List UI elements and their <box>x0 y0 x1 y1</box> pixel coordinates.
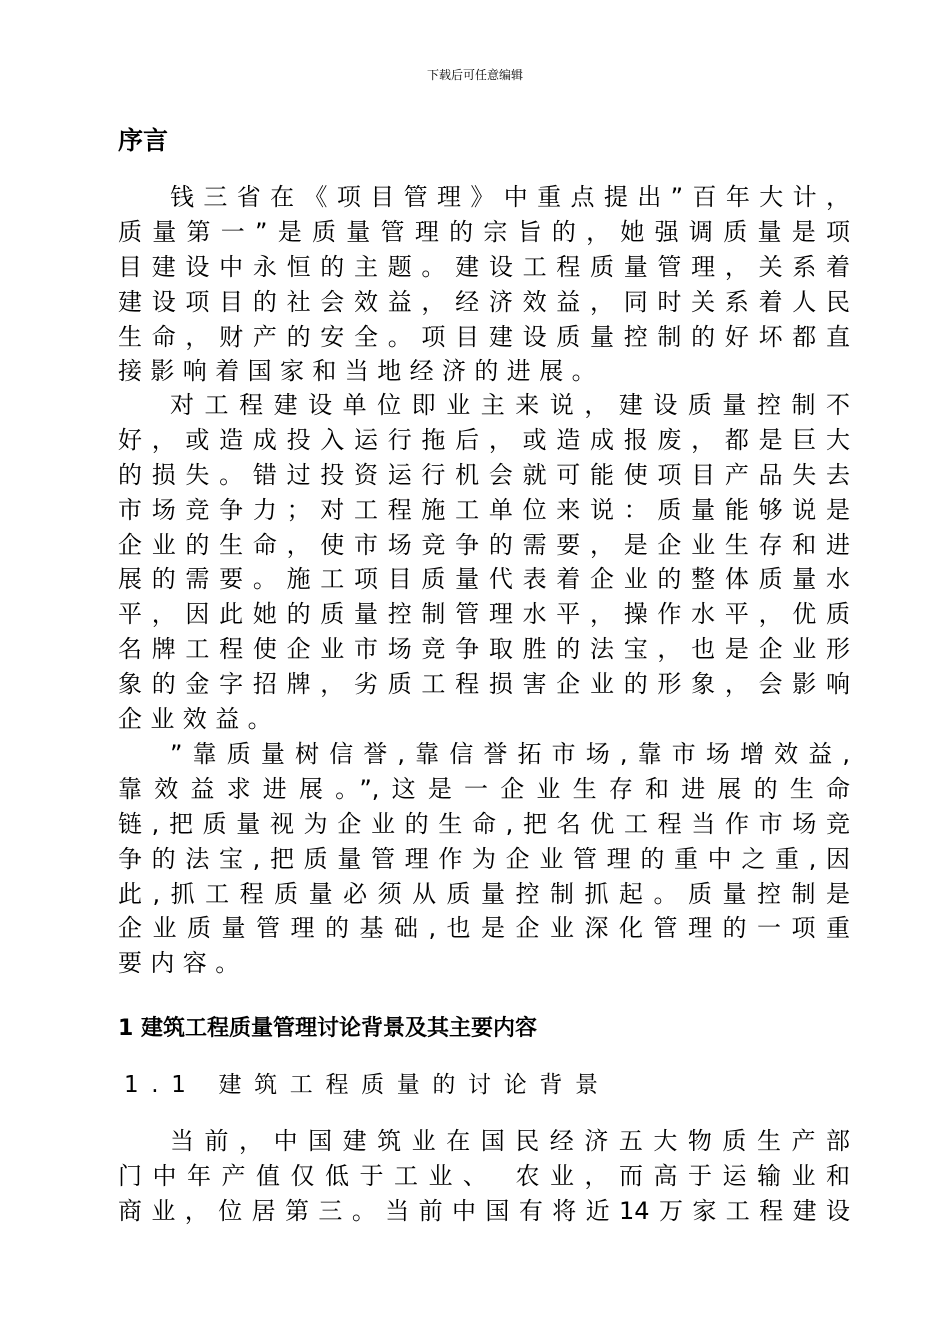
paragraph-1 <box>118 180 850 389</box>
paragraph-line: 链,把质量视为企业的生命,把名优工程当作市场竞 <box>118 809 850 838</box>
paragraph-line: 目建设中永恒的主题。建设工程质量管理，关系着 <box>118 252 850 281</box>
paragraph-line: 企业效益。 <box>118 705 280 734</box>
paragraph-4 <box>118 1124 850 1229</box>
page-title: 序言 <box>118 126 169 155</box>
paragraph-line: 的损失。错过投资运行机会就可能使项目产品失去 <box>118 460 850 489</box>
paragraph-line: 门中年产值仅低于工业、 农业，而高于运输业和 <box>118 1161 850 1190</box>
paragraph-line: 建设项目的社会效益，经济效益，同时关系着人民 <box>118 287 850 316</box>
paragraph-line: 接影响着国家和当地经济的进展。 <box>118 357 604 386</box>
paragraph-line: 名牌工程使企业市场竞争取胜的法宝，也是企业形 <box>118 635 850 664</box>
paragraph-line: 商业，位居第三。当前中国有将近14万家工程建设 <box>118 1196 850 1225</box>
subsection-heading: 1.1 建筑工程质量的讨论背景 <box>124 1072 611 1098</box>
paragraph-line: 象的金字招牌，劣质工程损害企业的形象，会影响 <box>118 670 850 699</box>
paragraph-line: 争的法宝,把质量管理作为企业管理的重中之重,因 <box>118 844 850 873</box>
page-header: 下载后可任意编辑 <box>426 68 523 82</box>
paragraph-line: 靠效益求进展。”,这是一企业生存和进展的生命 <box>118 774 850 803</box>
paragraph-line: 好，或造成投入运行拖后，或造成报废，都是巨大 <box>118 425 850 454</box>
paragraph-2 <box>118 388 850 737</box>
paragraph-line: 企业的生命，使市场竞争的需要，是企业生存和进 <box>118 530 850 559</box>
paragraph-line: 对工程建设单位即业主来说，建设质量控制不 <box>170 391 850 419</box>
paragraph-line: 钱三省在《项目管理》中重点提出”百年大计， <box>170 183 850 211</box>
paragraph-line: 生命，财产的安全。项目建设质量控制的好坏都直 <box>118 322 850 351</box>
section-heading: 1 建筑工程质量管理讨论背景及其主要内容 <box>118 1016 537 1041</box>
paragraph-line: 此,抓工程质量必须从质量控制抓起。质量控制是 <box>118 879 850 908</box>
paragraph-line: 平，因此她的质量控制管理水平，操作水平，优质 <box>118 600 850 629</box>
paragraph-line: 展的需要。施工项目质量代表着企业的整体质量水 <box>118 565 850 594</box>
paragraph-line: 当前，中国建筑业在国民经济五大物质生产部 <box>170 1127 850 1155</box>
paragraph-line: 市场竞争力；对工程施工单位来说：质量能够说是 <box>118 495 850 524</box>
paragraph-3 <box>118 737 850 981</box>
paragraph-line: ”靠质量树信誉,靠信誉拓市场,靠市场增效益, <box>170 740 850 768</box>
paragraph-line: 质量第一”是质量管理的宗旨的，她强调质量是项 <box>118 217 850 246</box>
paragraph-line: 要内容。 <box>118 949 248 978</box>
paragraph-line: 企业质量管理的基础,也是企业深化管理的一项重 <box>118 914 850 943</box>
